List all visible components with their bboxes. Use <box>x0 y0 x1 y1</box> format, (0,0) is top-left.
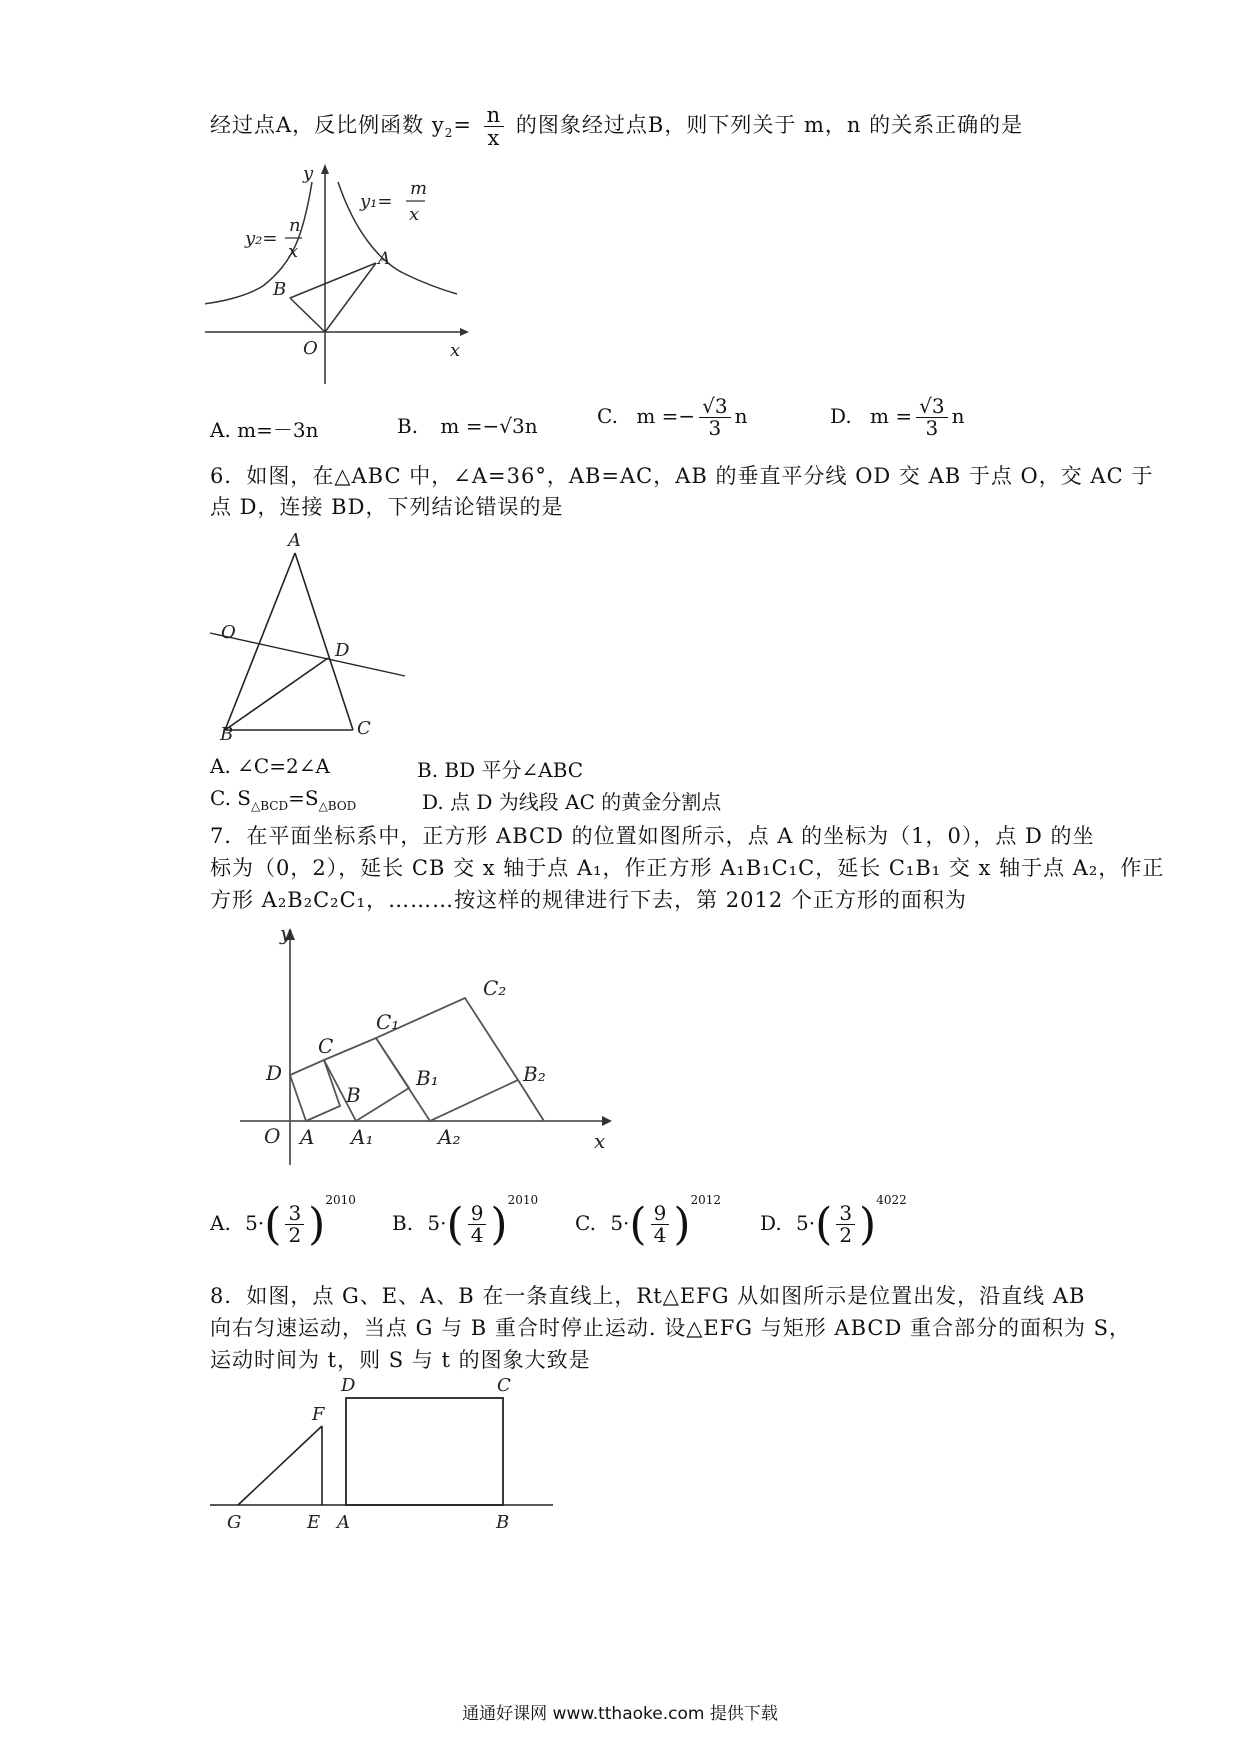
q7-fig-point-a1: A₁ <box>351 1125 374 1149</box>
q5-fig-y2-lhs: y₂= <box>245 228 278 249</box>
q6-fig-point-b: B <box>220 724 234 743</box>
q7-fig-point-c2: C₂ <box>483 976 507 1000</box>
q5-fig-y1-num: m <box>410 178 428 199</box>
q6-line-2: 点 D，连接 BD，下列结论错误的是 <box>210 495 564 519</box>
q5-intro <box>210 104 1023 149</box>
q6-line-1: 6．如图，在△ABC 中，∠A=36°，AB=AC，AB 的垂直平分线 OD 交 AB 于点 O，交 AC 于 <box>210 464 1154 488</box>
q8-fig-point-a: A <box>337 1512 350 1528</box>
q6-option-b: B. BD 平分∠ABC <box>417 758 584 782</box>
q6-option-a: A. ∠C=2∠A <box>210 754 330 778</box>
q8-fig-point-d: D <box>341 1375 356 1396</box>
q7-option-d-coef: 5· <box>796 1211 816 1235</box>
q6-option-c-sub2: △BOD <box>318 799 357 813</box>
q5-option-c-lhs: m =− <box>636 404 696 428</box>
q7-fig-point-c: C <box>318 1034 334 1058</box>
q7-option-c-coef: 5· <box>610 1211 630 1235</box>
q5-y2-fraction: $\frac{n}{x}$ <box>484 104 505 149</box>
q7-fig-point-b1: B₁ <box>416 1066 439 1090</box>
q7-figure <box>240 925 620 1170</box>
q8-line-1: 8．如图，点 G、E、A、B 在一条直线上，Rt△EFG 从如图所示是位置出发，沿直线 AB <box>210 1284 1086 1308</box>
q7-fig-y-label: y <box>280 925 292 945</box>
q7-option-c-exp: 2012 <box>690 1193 722 1207</box>
q5-option-b-label: B. <box>397 414 419 438</box>
q7-option-a: A. 5·( $\frac{3}{2}$ )$^{2010}$ <box>210 1193 356 1250</box>
q6-figure <box>205 528 420 743</box>
q6-fig-point-o: O <box>221 622 236 643</box>
q7-fig-point-a2: A₂ <box>438 1125 461 1149</box>
q7-option-c-fraction: $\frac{9}{4}$ <box>651 1203 670 1246</box>
q5-intro-before: 经过点A，反比例函数 <box>210 113 425 138</box>
q5-figure <box>205 162 470 387</box>
q7-option-c: C. 5·( $\frac{9}{4}$ )$^{2012}$ <box>575 1193 722 1250</box>
q6-option-c <box>210 786 356 813</box>
q7-option-d-exp: 4022 <box>876 1193 907 1207</box>
q7-option-d: D. 5·( $\frac{3}{2}$ )$^{4022}$ <box>760 1193 907 1250</box>
q5-fig-point-b: B <box>273 279 287 300</box>
q8-fig-point-e: E <box>307 1512 321 1528</box>
q5-option-c-rhs: n <box>734 404 748 428</box>
q6-option-c-eq: =S <box>288 786 319 810</box>
q7-line-3: 方形 A₂B₂C₂C₁，………按这样的规律进行下去，第 2012 个正方形的面积为 <box>210 888 967 912</box>
q5-option-c-fraction: $\frac{√3}{3}$ <box>699 396 730 439</box>
q8-fig-point-b: B <box>496 1512 510 1528</box>
q5-fig-point-a: A <box>378 249 391 269</box>
q6-fig-point-a: A <box>288 530 301 551</box>
q8-line-3: 运动时间为 t，则 S 与 t 的图象大致是 <box>210 1348 591 1372</box>
q7-line-1: 7．在平面坐标系中，正方形 ABCD 的位置如图所示，点 A 的坐标为（1，0），点 D 的坐 <box>210 824 1095 848</box>
q7-option-d-label: D. <box>760 1211 782 1235</box>
q6-option-c-sub1: △BCD <box>251 799 289 813</box>
q6-fig-point-d: D <box>335 640 350 661</box>
q5-option-c <box>597 396 748 439</box>
q7-option-b-coef: 5· <box>427 1211 447 1235</box>
q6-option-c-label: C. S <box>210 786 252 810</box>
q7-option-a-coef: 5· <box>245 1211 265 1235</box>
q5-y2-var: $y_2=$ <box>431 113 472 141</box>
q5-option-b <box>397 414 538 438</box>
q5-option-d-label: D. <box>830 404 852 428</box>
q7-fig-point-o: O <box>264 1124 281 1148</box>
q7-fig-point-b2: B₂ <box>523 1062 546 1086</box>
q7-fig-point-b: B <box>346 1083 361 1107</box>
q7-fig-point-a: A <box>300 1125 315 1149</box>
q8-fig-point-f: F <box>312 1404 325 1425</box>
q5-fig-y2-den: x <box>288 241 299 262</box>
q5-option-d <box>830 396 965 439</box>
q5-fig-y-label: y <box>303 163 314 184</box>
q7-option-b-fraction: $\frac{9}{4}$ <box>468 1203 487 1246</box>
q5-option-a: A. m=－3n <box>210 418 319 442</box>
q5-fig-y1-den: x <box>409 204 420 225</box>
q7-line-2: 标为（0，2），延长 CB 交 x 轴于点 A₁，作正方形 A₁B₁C₁C，延长 C₁B₁ 交 x 轴于点 A₂，作正 <box>210 856 1165 880</box>
q5-option-d-fraction: $\frac{√3}{3}$ <box>916 396 947 439</box>
q8-fig-point-g: G <box>227 1512 242 1528</box>
q5-fig-y1-lhs: y₁= <box>360 191 393 212</box>
q7-option-d-fraction: $\frac{3}{2}$ <box>836 1203 855 1246</box>
q7-option-a-exp: 2010 <box>325 1193 356 1207</box>
q7-option-b-exp: 2010 <box>507 1193 539 1207</box>
q6-fig-point-c: C <box>357 718 371 739</box>
q7-fig-point-d: D <box>266 1061 283 1085</box>
q5-intro-after: 的图象经过点B，则下列关于 m，n 的关系正确的是 <box>515 113 1024 138</box>
q8-line-2: 向右匀速运动，当点 G 与 B 重合时停止运动. 设△EFG 与矩形 ABCD 重合部分的面积为 S， <box>210 1316 1132 1340</box>
q7-option-b-label: B. <box>392 1211 414 1235</box>
q7-option-a-fraction: $\frac{3}{2}$ <box>285 1203 304 1246</box>
q7-fig-point-c1: C₁ <box>376 1010 400 1034</box>
q7-option-b: B. 5·( $\frac{9}{4}$ )$^{2010}$ <box>392 1193 539 1250</box>
q5-fig-x-label: x <box>450 340 461 361</box>
q8-fig-point-c: C <box>497 1375 511 1396</box>
q5-fig-origin-label: O <box>303 338 318 359</box>
q7-fig-x-label: x <box>594 1129 606 1153</box>
q5-option-c-label: C. <box>597 404 618 428</box>
q7-option-c-label: C. <box>575 1211 596 1235</box>
q5-option-d-rhs: n <box>951 404 965 428</box>
q8-figure <box>205 1373 560 1528</box>
q5-fig-y2-num: n <box>289 215 301 236</box>
q6-option-d: D. 点 D 为线段 AC 的黄金分割点 <box>422 790 722 814</box>
q5-option-b-expr: m =−√3n <box>440 414 538 438</box>
q7-option-a-label: A. <box>210 1211 231 1235</box>
q5-option-d-lhs: m = <box>870 404 913 428</box>
page-footer: 通通好课网 www.tthaoke.com 提供下载 <box>462 1704 778 1724</box>
